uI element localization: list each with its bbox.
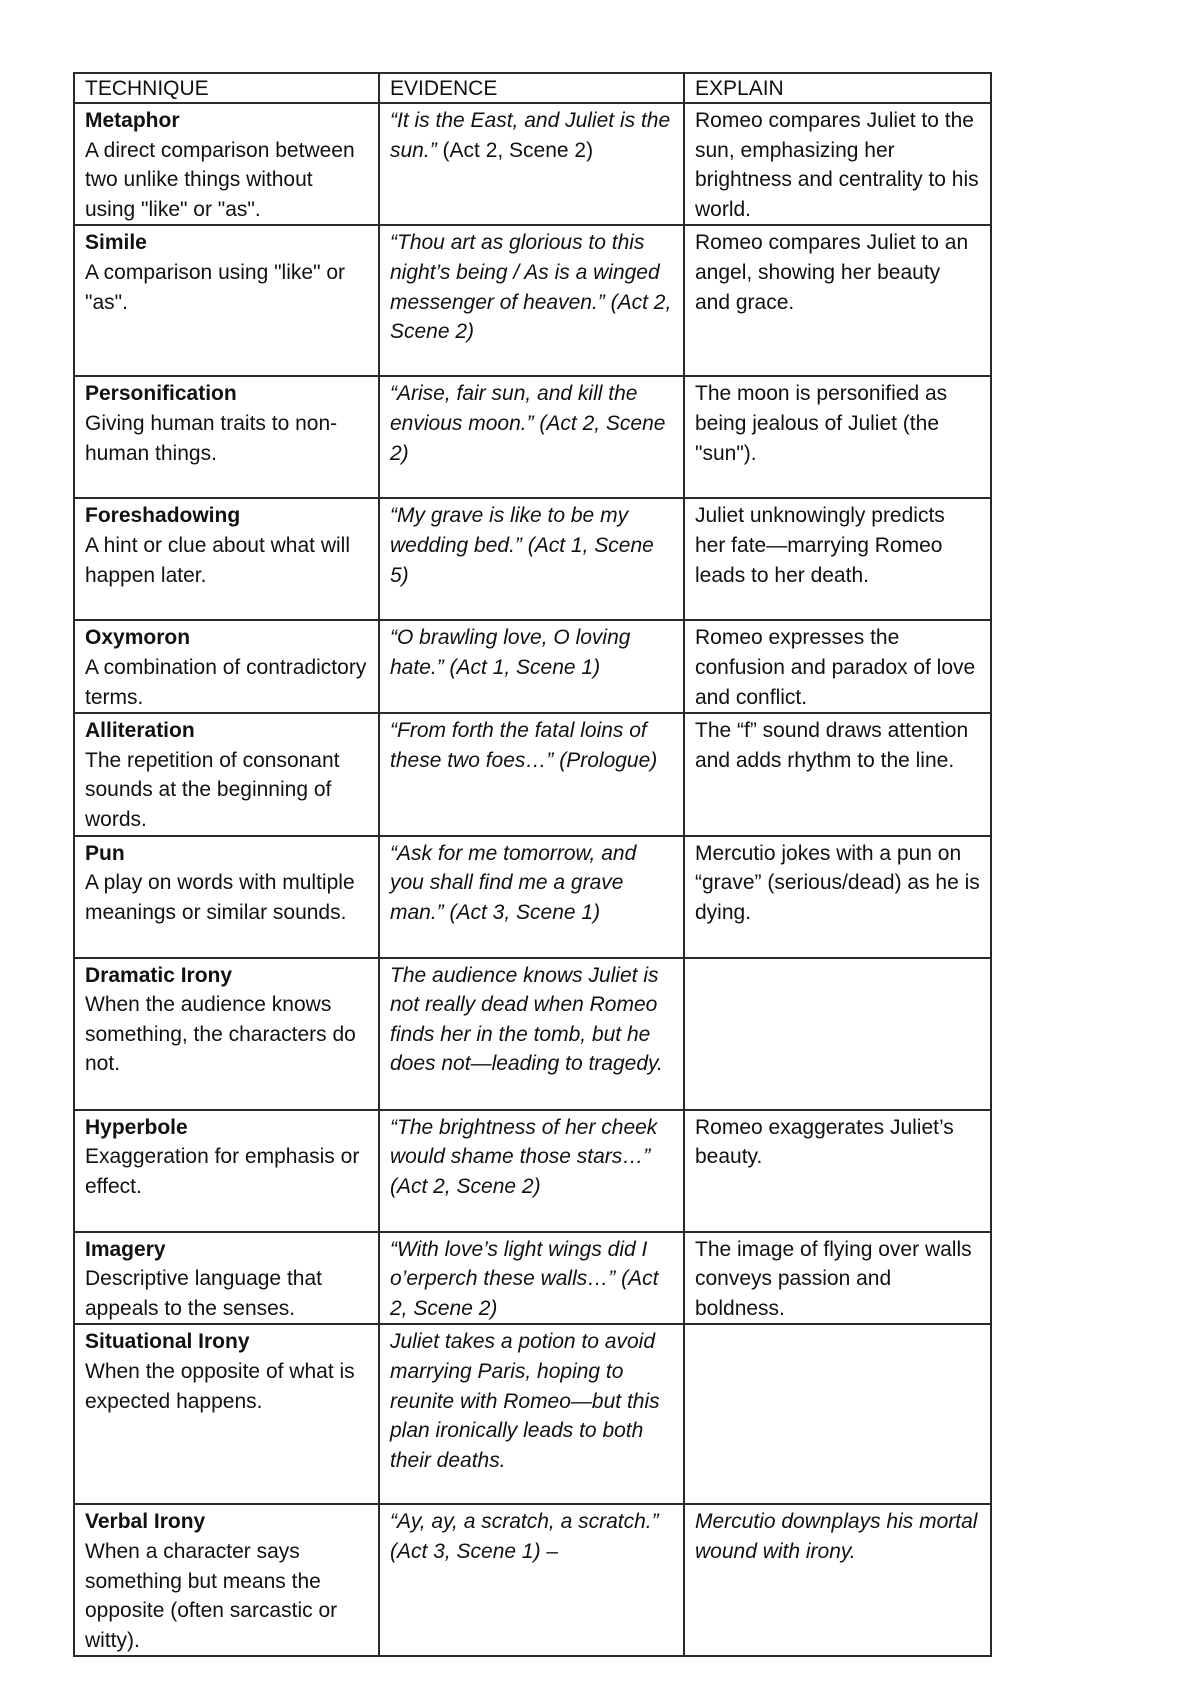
technique-cell <box>74 836 379 958</box>
technique-definition: A hint or clue about what will happen later. <box>85 533 350 587</box>
evidence-text: “O brawling love, O loving hate.” (Act 1, Scene 1) <box>390 626 631 679</box>
explain-text: Romeo compares Juliet to the sun, emphasizing her brightness and centrality to his world. <box>695 109 979 221</box>
evidence-cell <box>379 103 684 225</box>
explain-cell <box>684 620 991 713</box>
technique-term: Oxymoron <box>85 626 191 650</box>
evidence-cell <box>379 1504 684 1656</box>
technique-term: Verbal Irony <box>85 1510 206 1534</box>
technique-term: Dramatic Irony <box>85 963 233 987</box>
technique-cell <box>74 1504 379 1656</box>
evidence-cell <box>379 225 684 376</box>
table-row <box>74 376 991 498</box>
technique-definition: A combination of contradictory terms. <box>85 655 367 709</box>
technique-definition: A direct comparison between two unlike things without using "like" or "as". <box>85 138 355 221</box>
evidence-text: “Ay, ay, a scratch, a scratch.” (Act 3, Scene 1) – <box>390 1510 659 1563</box>
explain-cell <box>684 376 991 498</box>
technique-cell <box>74 103 379 225</box>
evidence-text: “Ask for me tomorrow, and you shall find me a grave man.” (Act 3, Scene 1) <box>390 841 637 924</box>
evidence-cell <box>379 1324 684 1504</box>
technique-definition: A play on words with multiple meanings or similar sounds. <box>85 871 355 924</box>
header-evidence: EVIDENCE <box>379 73 684 103</box>
evidence-text: “My grave is like to be my wedding bed.” (Act 1, Scene 5) <box>390 504 654 587</box>
table-row <box>74 225 991 376</box>
evidence-cell <box>379 1110 684 1232</box>
header-technique: TECHNIQUE <box>74 73 379 103</box>
explain-cell <box>684 1324 991 1504</box>
header-explain: EXPLAIN <box>684 73 991 103</box>
technique-term: Alliteration <box>85 719 195 743</box>
technique-term: Simile <box>85 231 147 255</box>
header-row <box>74 73 991 103</box>
technique-cell <box>74 958 379 1110</box>
evidence-text: “It is the East, and Juliet is the sun.” <box>390 109 671 162</box>
technique-definition: A comparison using "like" or "as". <box>85 260 346 314</box>
evidence-cell <box>379 620 684 713</box>
table-row <box>74 620 991 713</box>
evidence-reference: (Act 2, Scene 2) <box>436 138 594 162</box>
technique-cell <box>74 713 379 835</box>
table-row <box>74 958 991 1110</box>
literary-techniques-table <box>73 72 992 1657</box>
explain-cell <box>684 958 991 1110</box>
explain-text: The image of flying over walls conveys passion and boldness. <box>695 1237 972 1320</box>
evidence-cell <box>379 376 684 498</box>
evidence-cell <box>379 498 684 620</box>
technique-term: Situational Irony <box>85 1330 250 1354</box>
technique-cell <box>74 620 379 713</box>
technique-cell <box>74 498 379 620</box>
technique-definition: When a character says something but means the opposite (often sarcastic or witty). <box>85 1539 338 1652</box>
evidence-text: “From forth the fatal loins of these two foes…” (Prologue) <box>390 719 658 772</box>
technique-cell <box>74 1110 379 1232</box>
technique-cell <box>74 1324 379 1504</box>
explain-text: Romeo expresses the confusion and paradox of love and conflict. <box>695 626 976 709</box>
explain-text: Romeo compares Juliet to an angel, showing her beauty and grace. <box>695 231 969 314</box>
explain-cell <box>684 713 991 835</box>
technique-term: Foreshadowing <box>85 504 241 528</box>
table-row <box>74 103 991 225</box>
explain-cell <box>684 1110 991 1232</box>
evidence-text: “Arise, fair sun, and kill the envious moon.” (Act 2, Scene 2) <box>390 382 666 465</box>
technique-cell <box>74 225 379 376</box>
explain-cell <box>684 498 991 620</box>
evidence-cell <box>379 1232 684 1325</box>
explain-text: The “f” sound draws attention and adds rhythm to the line. <box>695 719 969 772</box>
technique-term: Personification <box>85 382 237 406</box>
explain-text: Romeo exaggerates Juliet’s beauty. <box>695 1115 954 1169</box>
evidence-cell <box>379 713 684 835</box>
table-row <box>74 1504 991 1656</box>
evidence-text: “With love’s light wings did I o’erperch these walls…” (Act 2, Scene 2) <box>390 1237 659 1320</box>
table-row <box>74 1110 991 1232</box>
table-row <box>74 836 991 958</box>
technique-term: Metaphor <box>85 109 180 132</box>
evidence-text: The audience knows Juliet is not really dead when Romeo finds her in the tomb, but he does not—leading to tragedy. <box>390 963 663 1076</box>
technique-definition: Descriptive language that appeals to the senses. <box>85 1267 322 1320</box>
technique-cell <box>74 1232 379 1325</box>
technique-definition: When the audience knows something, the characters do not. <box>85 993 356 1076</box>
explain-cell <box>684 836 991 958</box>
technique-definition: Giving human traits to non-human things. <box>85 411 338 465</box>
explain-text: Juliet unknowingly predicts her fate—marrying Romeo leads to her death. <box>695 504 945 587</box>
technique-definition: When the opposite of what is expected happens. <box>85 1359 355 1413</box>
technique-definition: Exaggeration for emphasis or effect. <box>85 1145 360 1198</box>
explain-text: The moon is personified as being jealous of Juliet (the "sun"). <box>695 382 948 465</box>
evidence-text: Juliet takes a potion to avoid marrying Paris, hoping to reunite with Romeo—but this plan ironically leads to both their deaths. <box>390 1330 660 1472</box>
explain-cell <box>684 225 991 376</box>
technique-term: Pun <box>85 841 125 865</box>
evidence-cell <box>379 836 684 958</box>
table-row <box>74 713 991 835</box>
technique-cell <box>74 376 379 498</box>
explain-text: Mercutio downplays his mortal wound with irony. <box>695 1510 978 1563</box>
table-row <box>74 1324 991 1504</box>
evidence-text: “Thou art as glorious to this night’s being / As is a winged messenger of heaven.” (Act 2, Scene 2) <box>390 231 672 344</box>
technique-term: Hyperbole <box>85 1115 188 1139</box>
table-row <box>74 1232 991 1325</box>
explain-text: Mercutio jokes with a pun on “grave” (serious/dead) as he is dying. <box>695 841 980 924</box>
explain-cell <box>684 1232 991 1325</box>
technique-definition: The repetition of consonant sounds at the beginning of words. <box>85 748 340 831</box>
table-row <box>74 498 991 620</box>
evidence-text: “The brightness of her cheek would shame those stars…” (Act 2, Scene 2) <box>390 1115 658 1198</box>
evidence-cell <box>379 958 684 1110</box>
technique-term: Imagery <box>85 1237 166 1261</box>
explain-cell <box>684 1504 991 1656</box>
explain-cell <box>684 103 991 225</box>
